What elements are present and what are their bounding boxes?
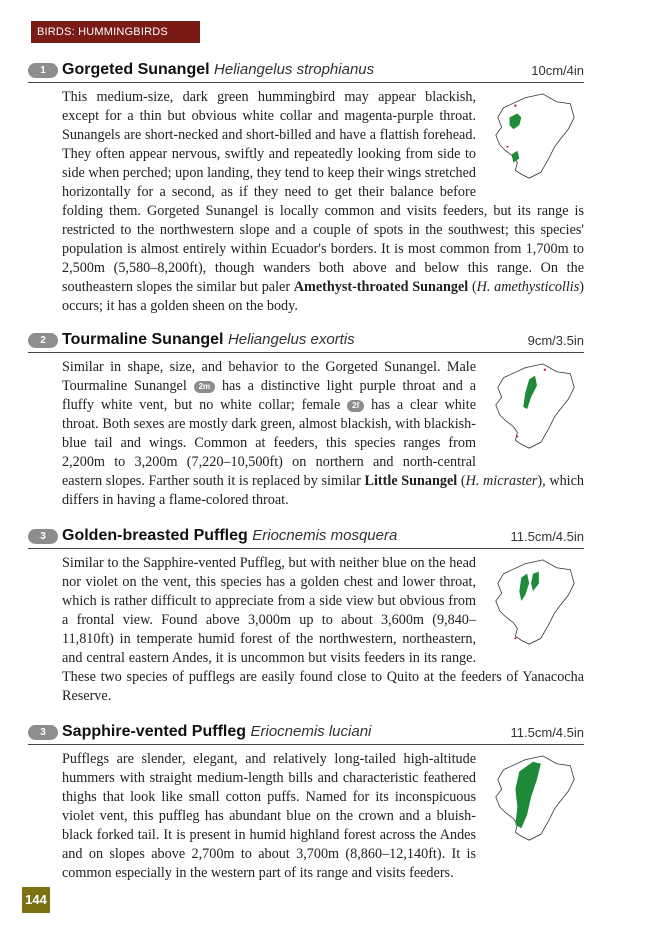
- page-number: 144: [22, 887, 50, 913]
- similar-species-name: Amethyst-throated Sunangel: [293, 279, 469, 295]
- range-map-gorgeted-sunangel: [486, 88, 584, 186]
- species-size: 9cm/3.5in: [527, 333, 584, 348]
- species-title-row: [28, 722, 584, 745]
- species-description: Similar to the Sapphire-vented Puffleg, but with neither blue on the head nor violet on the vent, this species has a golden chest and lower throat, which is rather difficult to appreciate from a side view but obvious from a frontal view. Found above 3,000m up to about 3,600m (9,840–11,810ft) in temperate humid forest of the northwestern, northeastern, and central eastern Andes, it is uncommon but visits feeders in its range. These two species of pufflegs are easily found close to Quito at the feeders of Yanacocha Reserve.: [62, 555, 584, 704]
- species-number-badge: 1: [28, 63, 58, 78]
- species-description: Similar in shape, size, and behavior to the Gorgeted Sunangel. Male Tourmaline Sunangel 2m has a distinctive light purple throat and a fluffy white vent, but no white collar; female 2f has a clear white throat. Both sexes are mostly dark green, almost blackish, with blackish-blue tail and wings. Common at feeders, this species ranges from 2,200m to 3,200m (7,220–10,500ft) on northern and north-central eastern slopes. Farther south it is replaced by similar Little Sunangel (H. micraster), which differs in having a flame-colored throat.: [62, 359, 584, 508]
- ecuador-range-map: [486, 554, 584, 652]
- species-common-name: Gorgeted Sunangel Heliangelus strophianus: [62, 61, 375, 78]
- species-size: 10cm/4in: [531, 63, 584, 78]
- ecuador-range-map: [486, 750, 584, 848]
- range-map-sapphire-vented-puffleg: [486, 750, 584, 848]
- range-map-tourmaline-sunangel: [486, 358, 584, 456]
- species-entry-tourmaline-sunangel: [28, 330, 584, 510]
- similar-species-scientific: H. amethysticollis: [476, 279, 580, 295]
- species-number-badge: 2: [28, 333, 58, 348]
- similar-species-scientific: H. micraster: [465, 473, 538, 489]
- species-description: Pufflegs are slender, elegant, and relatively long-tailed high-altitude hummers with straight medium-length bills and characteristic feathered thighs that look like small cotton puffs. Named for its inconspicuous violet vent, this puffleg has abundant blue on the crown and a bluish-black forked tail. It is present in humid highland forest across the Andes and on slopes above 2,700m to about 3,700m (8,860–12,140ft). It is common especially in the western part of its range and visits feeders.: [62, 750, 584, 883]
- category-header: BIRDS: HUMMINGBIRDS: [31, 21, 200, 43]
- species-title-row: [28, 60, 584, 83]
- species-number-badge: 3: [28, 725, 58, 740]
- similar-species-name: Little Sunangel: [364, 473, 458, 489]
- species-scientific-name: Eriocnemis luciani: [250, 723, 372, 740]
- species-common-name: Golden-breasted Puffleg Eriocnemis mosquera: [62, 527, 398, 544]
- species-number-badge: 3: [28, 529, 58, 544]
- photo-ref-badge-female: 2f: [347, 400, 364, 412]
- photo-ref-badge-male: 2m: [194, 381, 216, 393]
- range-map-golden-breasted-puffleg: [486, 554, 584, 652]
- species-size: 11.5cm/4.5in: [510, 529, 584, 544]
- species-common-name: Tourmaline Sunangel Heliangelus exortis: [62, 331, 355, 348]
- species-entry-gorgeted-sunangel: [28, 60, 584, 316]
- species-common-name: Sapphire-vented Puffleg Eriocnemis luciani: [62, 723, 372, 740]
- ecuador-range-map: [486, 88, 584, 186]
- species-scientific-name: Heliangelus exortis: [227, 331, 355, 348]
- species-scientific-name: Heliangelus strophianus: [214, 61, 375, 78]
- ecuador-range-map: [486, 358, 584, 456]
- species-description: This medium-size, dark green hummingbird may appear blackish, except for a thin but obvious white collar and magenta-purple throat. Sunangels are short-necked and short-billed and have a flattish forehead. They often appear nervous, swiftly and repeatedly looking from side to side when perched; upon landing, they tend to keep their wings stretched horizontally for a second, as if they need to get their balance before folding them. Gorgeted Sunangel is locally common and visits feeders, but its range is restricted to the northwestern slope and a couple of spots in the southwest; this species' population is almost entirely within Ecuador's borders. It is most common from 1,700m to 2,500m (5,580–8,200ft), though wanders both above and below this range. On the southeastern slopes the similar but paler Amethyst-throated Sunangel (H. amethysticollis) occurs; it has a golden sheen on the body.: [62, 89, 585, 314]
- species-title-row: [28, 526, 584, 549]
- species-entry-sapphire-vented-puffleg: [28, 722, 584, 883]
- species-scientific-name: Eriocnemis mosquera: [252, 527, 398, 544]
- species-title-row: [28, 330, 584, 353]
- species-entry-golden-breasted-puffleg: [28, 526, 584, 706]
- species-size: 11.5cm/4.5in: [510, 725, 584, 740]
